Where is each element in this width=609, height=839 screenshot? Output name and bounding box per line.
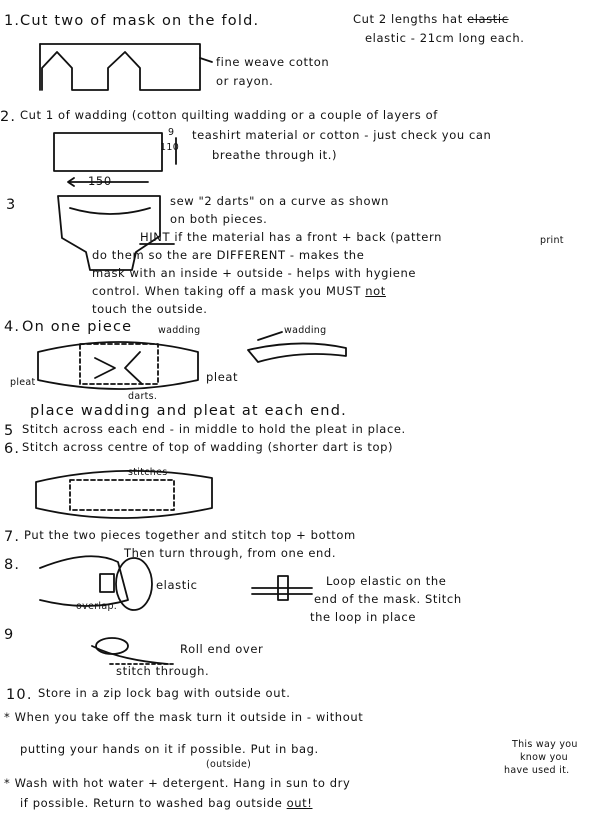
stitched-piece-sketch: [36, 471, 212, 518]
step-2-number: 2.: [0, 109, 17, 125]
note-2-out: out!: [286, 796, 313, 810]
label-wadding-1: wadding: [158, 325, 201, 336]
step-4-number: 4.: [4, 319, 21, 335]
step-5-text: Stitch across each end - in middle to hold the pleat in place.: [22, 422, 406, 436]
dim-width: 150: [88, 174, 112, 188]
step-1-elastic-line-1a: Cut 2 lengths hat: [353, 12, 463, 26]
step-9-number: 9: [4, 627, 15, 643]
step-3-line-6: [92, 286, 386, 298]
label-stitches: stitches: [128, 467, 168, 478]
note-1-line-b: putting your hands on it if possible. Put in bag.: [20, 742, 319, 756]
note-1-line-a: * When you take off the mask turn it outside in - without: [4, 710, 364, 724]
wadding-rectangle-sketch: [54, 133, 176, 186]
step-2-text-a: Cut 1 of wadding (cotton quilting wadding or a couple of layers of: [20, 108, 438, 122]
step-3-line-3-text: if the material has a front + back: [174, 230, 387, 244]
step-3-line-5: mask with an inside + outside - helps with hygiene: [92, 266, 417, 280]
note-2-line-b: [20, 798, 312, 810]
step-1-elastic-line-1: [353, 14, 509, 26]
step-1-elastic-struck: elastic: [467, 12, 509, 26]
note-2-line-b-text: if possible. Return to washed bag outside: [20, 796, 283, 810]
step-2-text-b: teashirt material or cotton - just check you can: [192, 128, 492, 142]
step-7-text: Put the two pieces together and stitch top + bottom: [24, 528, 356, 542]
note-1-outside: (outside): [206, 759, 252, 770]
fabric-label-2: or rayon.: [216, 74, 274, 88]
not-emphasis: not: [365, 284, 386, 298]
step-3-line-6-text: control. When taking off a mask you MUST: [92, 284, 362, 298]
step-3-number: 3: [6, 197, 17, 213]
step-10-text: Store in a zip lock bag with outside out.: [38, 686, 291, 700]
step-1-text: Cut two of mask on the fold.: [20, 13, 260, 29]
step-10-number: 10.: [6, 687, 33, 703]
pattern-label: (pattern: [390, 230, 442, 244]
pleat-wadding-sketch: [38, 332, 346, 389]
step-4-line-2: place wadding and pleat at each end.: [30, 403, 347, 419]
note-1-side-3: have used it.: [504, 765, 570, 776]
hint-label: HINT: [140, 230, 171, 244]
step-7-text-2: Then turn through, from one end.: [124, 546, 337, 560]
mask-pattern-sketch: [40, 44, 212, 90]
step-3-line-4: do them so the are DIFFERENT - makes the: [92, 248, 365, 262]
note-2-line-a: * Wash with hot water + detergent. Hang in sun to dry: [4, 776, 351, 790]
step-9-line-1: Roll end over: [180, 642, 264, 656]
step-2-text-c: breathe through it.): [212, 148, 338, 162]
step-8-line-3: the loop in place: [310, 610, 417, 624]
step-6-text: Stitch across centre of top of wadding (shorter dart is top): [22, 440, 394, 454]
step-3-line-3: [140, 232, 442, 244]
dim-height-2: 110: [160, 142, 180, 153]
label-darts: darts.: [128, 391, 158, 402]
step-8-number: 8.: [4, 557, 21, 573]
step-1-number: 1.: [4, 13, 21, 29]
fabric-label-1: fine weave cotton: [216, 55, 330, 69]
step-3-line-7: touch the outside.: [92, 302, 208, 316]
label-wadding-2: wadding: [284, 325, 327, 336]
rolled-end-sketch: [92, 638, 176, 664]
step-4-text: On one piece: [22, 319, 133, 335]
dim-height-1: 9: [168, 127, 175, 138]
step-1-elastic-line-2: elastic - 21cm long each.: [365, 31, 525, 45]
label-elastic: elastic: [156, 578, 198, 592]
step-8-line-2: end of the mask. Stitch: [314, 592, 462, 606]
step-7-number: 7.: [4, 529, 21, 545]
step-5-number: 5: [4, 423, 15, 439]
step-9-line-2: stitch through.: [116, 664, 210, 678]
label-pleat-left: pleat: [10, 377, 36, 388]
step-3-line-2: on both pieces.: [170, 212, 268, 226]
note-1-side-2: know you: [520, 752, 568, 763]
step-6-number: 6.: [4, 441, 21, 457]
print-label: print: [540, 235, 564, 246]
label-pleat-right: pleat: [206, 370, 239, 384]
note-1-side-1: This way you: [512, 739, 578, 750]
step-3-line-1: sew "2 darts" on a curve as shown: [170, 194, 389, 208]
step-8-line-1: Loop elastic on the: [326, 574, 447, 588]
label-overlap: overlap.: [76, 601, 118, 612]
